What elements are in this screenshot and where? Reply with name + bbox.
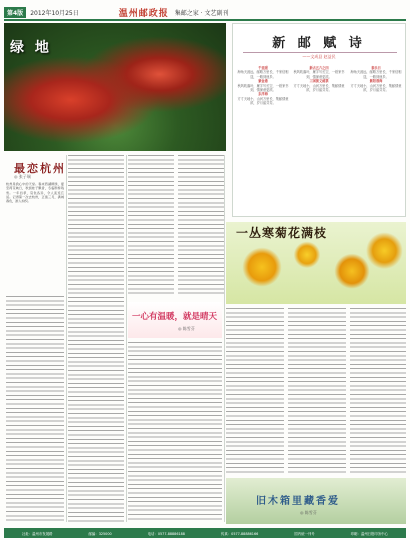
poem-heading: 紫阳春海 [369, 79, 383, 84]
poem-column-1 [237, 66, 289, 106]
column-divider [66, 155, 67, 522]
poem-text: 方寸天地小，山河万里长，集邮情意浓，岁月留芬芳。 [350, 83, 402, 93]
text-column [350, 308, 406, 474]
column-divider [224, 155, 225, 522]
text-column [178, 155, 224, 297]
poem-heading: 千里眼 [258, 66, 268, 70]
article-2-byline: ◎ 陈雪芬 [178, 326, 195, 331]
page-footer [4, 528, 406, 538]
footer-postcode: 邮编：325000 [88, 531, 112, 536]
footer-fax: 传真：0577-88886166 [220, 531, 259, 536]
issue-date: 2012年10月25日 [30, 9, 79, 17]
photo-title: 一丛寒菊花满枝 [236, 226, 328, 240]
text-column [226, 308, 284, 474]
poem-text: 方寸天地小，山河万里长，集邮情意浓，岁月留芬芳。 [293, 83, 345, 93]
poem-section [232, 23, 406, 217]
header-rule [4, 19, 406, 21]
article-1-body: 杭州是我心中的天堂。春来西湖柳绿，夏至荷花映日，秋到桂子飘香，冬临断桥残雪。一年四季，景色各异，令人流连忘返。记得第一次去杭州，正值三月，满城春色，游人如织。 [6, 182, 64, 204]
column-divider [126, 155, 127, 522]
footer-serial: 国内统一刊号 [294, 531, 315, 536]
poem-heading: 紫金港 [258, 79, 268, 84]
photo-byline: ◎ 陈雪芬 [300, 510, 317, 515]
poem-heading: 东洋海 [258, 92, 268, 97]
section-title: 集邮之家 · 文艺副刊 [174, 9, 229, 17]
poem-column-3 [349, 66, 403, 92]
photo-title: 旧木箱里藏香爱 [256, 496, 340, 507]
poem-author-line: ——文成县 赵益民 [302, 54, 336, 59]
text-column [128, 155, 174, 297]
poem-text: 秋风吹落叶，雁字写长空，一纸家书到，情深意更浓。 [237, 83, 289, 93]
poem-text: 海角天涯远，邮路万里长，千家信相送，一路到他乡。 [350, 70, 402, 79]
wooden-box-photo [226, 478, 406, 524]
page-number: 第4版 [4, 7, 26, 18]
article-1-continued [6, 296, 64, 522]
text-column [68, 155, 124, 522]
red-flower-photo [4, 23, 226, 151]
divider [243, 52, 397, 53]
masthead: 温州邮政报 [118, 8, 169, 19]
text-column [288, 308, 346, 474]
footer-phone: 电话：0577-88886188 [147, 531, 185, 536]
text-column [128, 342, 222, 522]
footer-printer: 印刷：温州日报印务中心 [350, 531, 388, 536]
page-header [4, 6, 406, 18]
footer-address: 社址：温州市发展路 [22, 531, 53, 536]
poem-text: 秋风吹落叶，雁字写长空，一纸家书到，情深意更浓。 [293, 70, 345, 79]
poem-section-title: 新 邮 赋 诗 [272, 36, 366, 51]
article-1-title: 最恋杭州 [14, 162, 66, 175]
poem-text: 海角天涯远，邮路万里长，千家信相送，一路到他乡。 [237, 70, 289, 79]
chrysanthemum-photo [226, 222, 406, 304]
poem-column-2 [293, 66, 345, 92]
photo-title: 绿 地 [10, 40, 52, 56]
poem-heading: 泰乐日 [371, 66, 381, 70]
article-1-byline: ◎ 张子瑞 [14, 174, 31, 179]
article-2-title: 一心有温暖，就是晴天 [132, 312, 218, 322]
poem-text: 方寸天地小，山河万里长，集邮情意浓，岁月留芬芳。 [237, 96, 289, 106]
article-2-header [128, 302, 222, 338]
poem-heading: 三国演义邮票 [309, 79, 329, 84]
poem-heading: 新古五六之四 [309, 66, 329, 70]
